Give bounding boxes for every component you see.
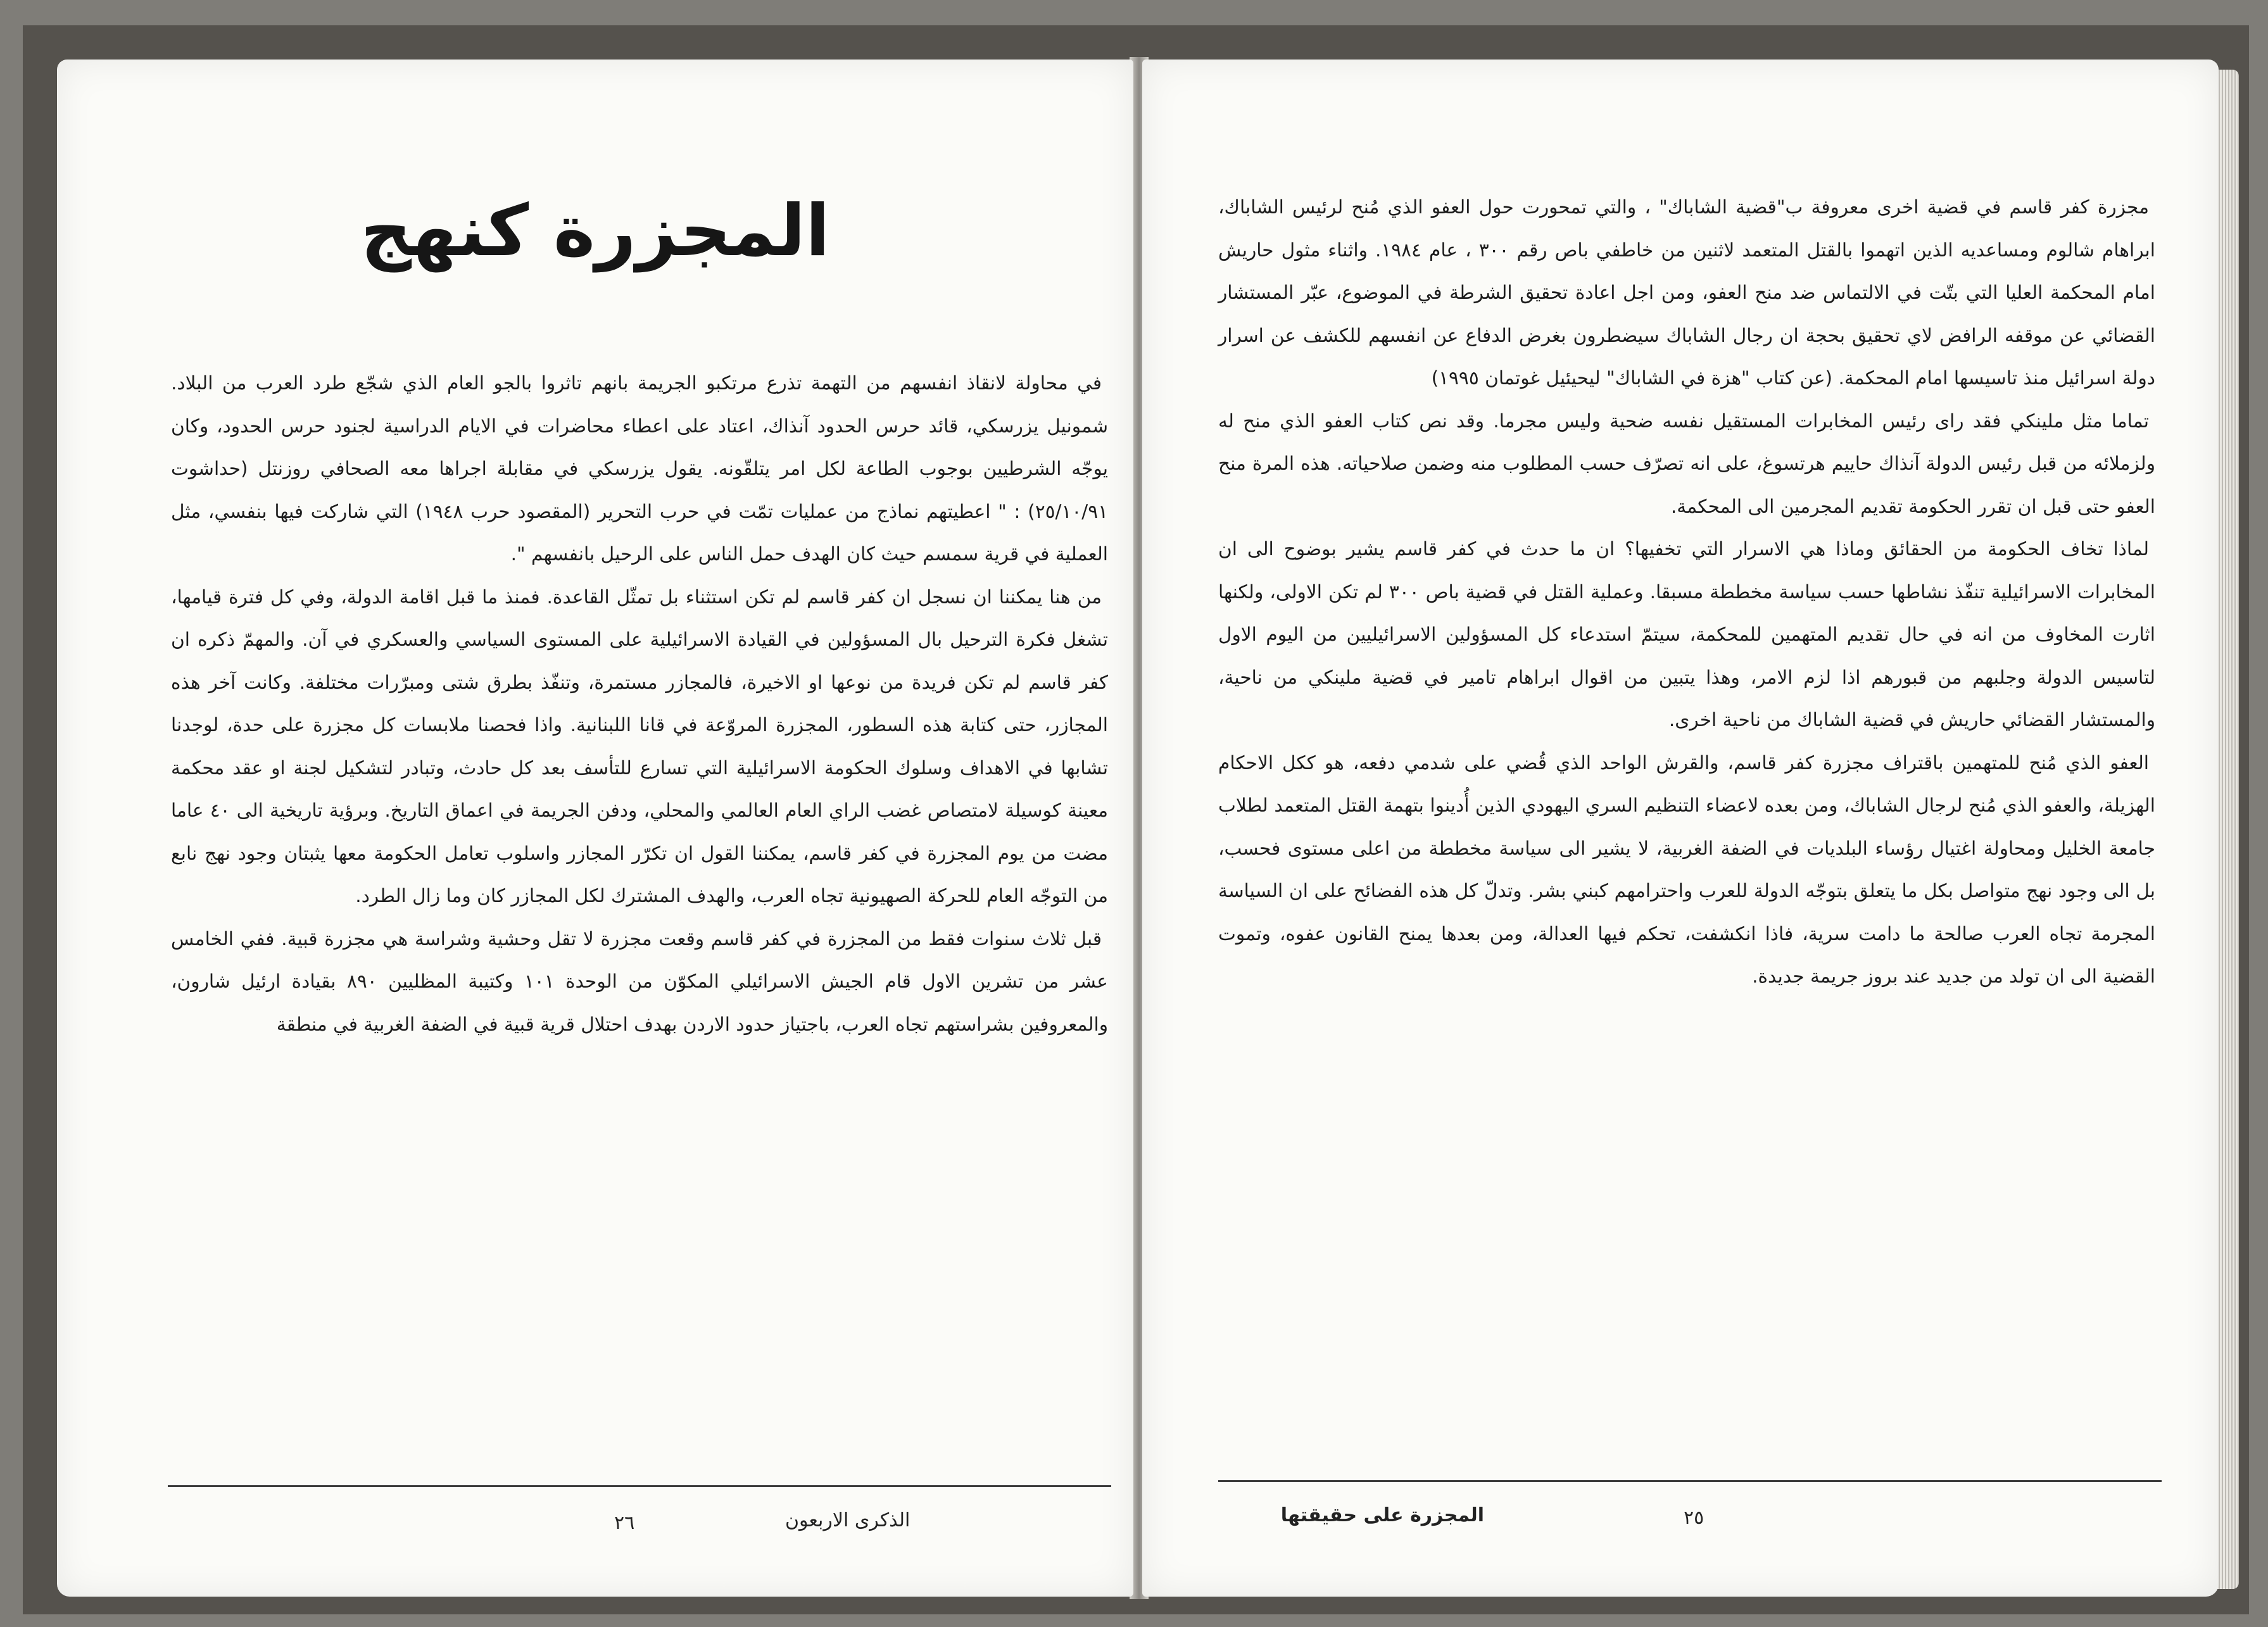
left-page [57,60,1133,1597]
footer-divider [1218,1480,2162,1482]
paragraph: لماذا تخاف الحكومة من الحقائق وماذا هي الاسرار التي تخفيها؟ ان ما حدث في كفر قاسم يشير بوضوح الى ان المخابرات الاسرائيلية تنفّذ نشاطها حسب سياسة مخططة مسبقا. وعملية القتل في قضية باص ٣٠٠ لم تكن الاولى، ولكنها اثارت المخاوف من انه في حال تقديم المتهمين للمحكمة، سيتمّ استدعاء كل المسؤولين الاسرائيليين من اليوم الاول لتاسيس الدولة وجلبهم من قبورهم اذا لزم الامر، وهذا يتبين من اقوال ابراهام تامير في قضية ملينكي من ناحية، والمستشار القضائي حاريش في قضية الشاباك من ناحية اخرى. [1218,538,2155,731]
paragraph: العفو الذي مُنح للمتهمين باقتراف مجزرة كفر قاسم، والقرش الواحد الذي قُضي على شدمي دفعه، هو ككل الاحكام الهزيلة، والعفو الذي مُنح لرجال الشاباك، ومن بعده لاعضاء التنظيم السري اليهودي الذين أُدينوا بتهمة القتل المتعمد لطلاب جامعة الخليل ومحاولة اغتيال رؤساء البلديات في الضفة الغربية، لا يشير الى سياسة مخططة من اعلى مستوى فحسب، بل الى وجود نهج متواصل بكل ما يتعلق بتوجّه الدولة للعرب واحترامهم كبني بشر. وتدلّ كل هذه الفضائح على ان السياسة المجرمة تجاه العرب صالحة ما دامت سرية، فاذا انكشفت، تحكم فيها العدالة، ومن بعدها يمنح القانون عفوه، وتموت القضية الى ان تولد من جديد عند بروز جريمة جديدة. [1218,751,2155,987]
running-footer: المجزرة على حقيقتها [1280,1504,1484,1526]
paragraph: تماما مثل ملينكي فقد راى رئيس المخابرات المستقيل نفسه ضحية وليس مجرما. وقد نص كتاب العفو الذي منح له ولزملائه من قبل رئيس الدولة آنذاك حاييم هرتسوغ، على انه تصرّف حسب المطلوب منه وضمن صلاحياته. هذه المرة منح العفو حتى قبل ان تقرر الحكومة تقديم المجرمين الى المحكمة. [1218,410,2155,517]
page-title: المجزرة كنهج [360,190,830,272]
right-text-column [1218,186,2155,998]
open-booklet [23,25,2249,1614]
paragraph: مجزرة كفر قاسم في قضية اخرى معروفة ب"قضية الشاباك" ، والتي تمحورت حول العفو الذي مُنح لرئيس الشاباك، ابراهام شالوم ومساعديه الذين اتهموا بالقتل المتعمد لاثنين من خاطفي باص رقم ٣٠٠ ، عام ١٩٨٤. واثناء مثول حاريش امام المحكمة العليا التي بتّت في الالتماس ضد منح العفو، ومن اجل اعادة تحقيق الشرطة في الموضوع، عبّر المستشار القضائي عن موقفه الرافض لاي تحقيق بحجة ان رجال الشاباك سيضطرون بغرض الدفاع عن انفسهم للكشف عن اسرار دولة اسرائيل منذ تاسيسها امام المحكمة. (عن كتاب "هزة في الشاباك" ليحيئيل غوتمان ١٩٩٥) [1218,196,2155,389]
running-footer: الذكرى الاربعون [785,1509,910,1531]
page-number: ٢٥ [1684,1507,1704,1529]
footer-divider [168,1485,1111,1487]
paragraph: في محاولة لانقاذ انفسهم من التهمة تذرع مرتكبو الجريمة بانهم تاثروا بالجو العام الذي شجّع طرد العرب من البلاد. شمونيل يزرسكي، قائد حرس الحدود آنذاك، اعتاد على اعطاء محاضرات في الايام الدراسية لجنود حرس الحدود، وكان يوجّه الشرطيين بوجوب الطاعة لكل امر يتلقّونه. يقول يزرسكي في مقابلة اجراها معه الصحافي روزنتل (حداشوت ٢٥/١٠/٩١) : " اعطيتهم نماذج من عمليات تمّت في حرب التحرير (المقصود حرب ١٩٤٨) التي شاركت فيها بنفسي، مثل العملية في قرية سمسم حيث كان الهدف حمل الناس على الرحيل بانفسهم ". [171,372,1108,565]
right-page [1142,60,2219,1597]
paragraph: قبل ثلاث سنوات فقط من المجزرة في كفر قاسم وقعت مجزرة لا تقل وحشية وشراسة هي مجزرة قبية. ففي الخامس عشر من تشرين الاول قام الجيش الاسرائيلي المكوّن من الوحدة ١٠١ وكتيبة المظليين ٨٩٠ بقيادة ارئيل شارون، والمعروفين بشراستهم تجاه العرب، باجتياز حدود الاردن بهدف احتلال قرية قبية في الضفة الغربية في منطقة [171,927,1108,1035]
paragraph: من هنا يمكننا ان نسجل ان كفر قاسم لم تكن استثناء بل تمثّل القاعدة. فمنذ ما قبل اقامة الدولة، وفي كل فترة قيامها، تشغل فكرة الترحيل بال المسؤولين في القيادة الاسرائيلية على المستوى السياسي والعسكري في آن. والمهمّ ذكره ان كفر قاسم لم تكن فريدة من نوعها او الاخيرة، فالمجازر مستمرة، وتنفّذ بطرق شتى ومبرّرات مختلفة. وكانت آخر هذه المجازر، حتى كتابة هذه السطور، المجزرة المروّعة في قانا اللبنانية. واذا فحصنا ملابسات كل مجزرة على حدة، لوجدنا تشابها في الاهداف وسلوك الحكومة الاسرائيلية التي تسارع للتأسف بعد كل حادث، وتبادر لتشكيل لجنة او عقد محكمة معينة كوسيلة لامتصاص غضب الراي العام العالمي والمحلي، ودفن الجريمة في اعماق التاريخ. وبرؤية تاريخية الى ٤٠ عاما مضت من يوم المجزرة في كفر قاسم، يمكننا القول ان تكرّر المجازر واسلوب تعامل الحكومة معها يثبتان وجود نهج نابع من التوجّه العام للحركة الصهيونية تجاه العرب، والهدف المشترك لكل المجازر كان وما زال الطرد. [171,586,1108,907]
page-number: ٢٦ [614,1512,635,1534]
left-text-column [171,362,1108,1046]
